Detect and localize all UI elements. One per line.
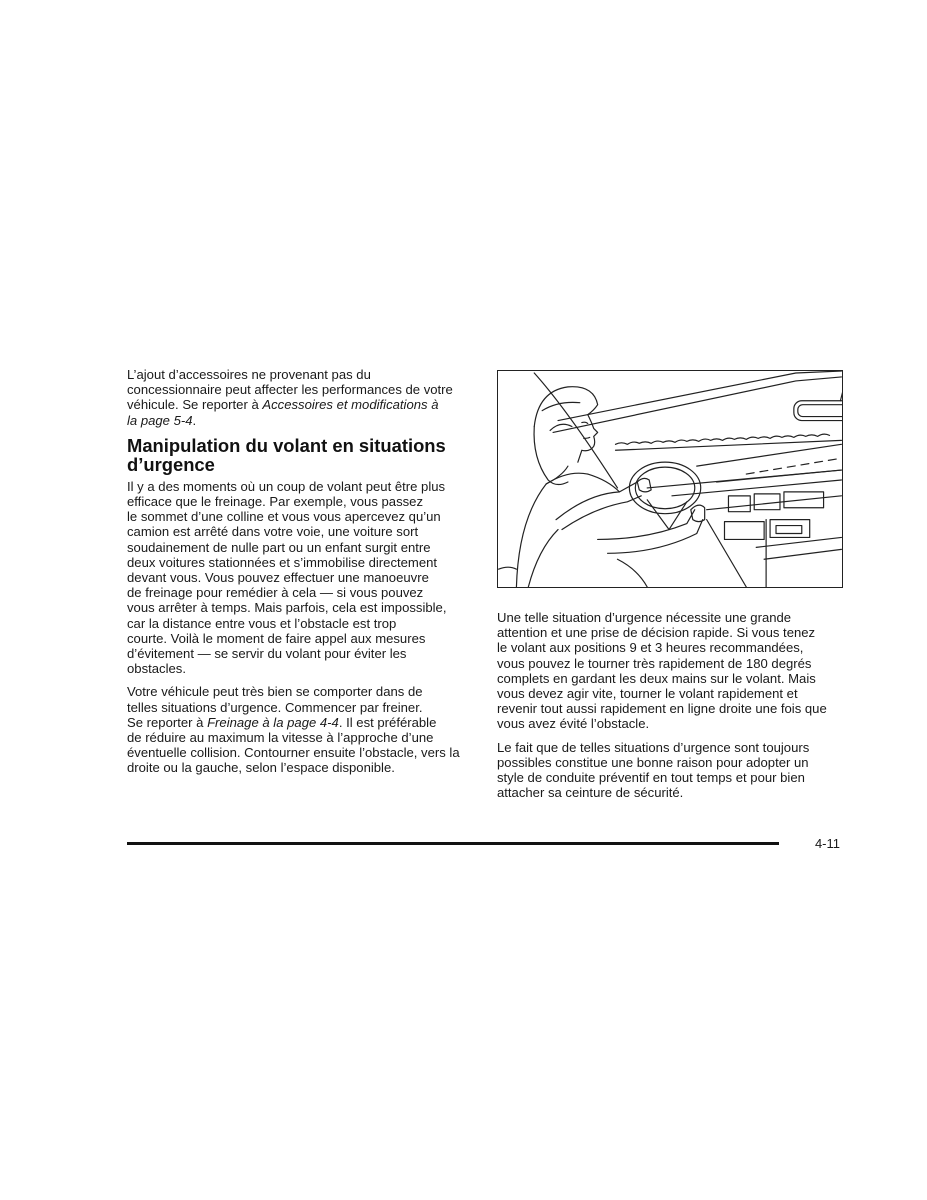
text-line: soudainement de nulle part ou un enfant surgit entre (127, 539, 431, 555)
driver-at-steering-wheel-icon (498, 371, 842, 587)
text-line: efficace que le freinage. Par exemple, vous passez (127, 494, 423, 510)
text-line: attacher sa ceinture de sécurité. (497, 785, 684, 801)
intro-paragraph (127, 367, 472, 428)
text-line: droite ou la gauche, selon l’espace disponible. (127, 760, 395, 776)
text-line: le sommet d’une colline et vous vous apercevez qu’un (127, 509, 441, 525)
body-paragraph-1 (127, 479, 472, 677)
text-run: véhicule. Se reporter à (127, 397, 263, 413)
heading-line: Manipulation du volant en situations (127, 434, 446, 456)
text-line: revenir tout aussi rapidement en ligne droite une fois que (497, 701, 827, 717)
text-line: courte. Voilà le moment de faire appel aux mesures (127, 630, 426, 646)
cross-reference-page: la page 5-4 (127, 412, 193, 428)
text-line: devant vous. Vous pouvez effectuer une manoeuvre (127, 570, 429, 586)
text-line: attention et une prise de décision rapide. Si vous tenez (497, 625, 816, 641)
text-line: Votre véhicule peut très bien se comporter dans de (127, 684, 423, 700)
text-line (127, 413, 472, 428)
text-line: style de conduite préventif en tout temps et pour bien (497, 770, 805, 786)
text-line: de réduire au maximum la vitesse à l’approche d’une (127, 730, 434, 746)
text-line: car la distance entre vous et l’obstacle est trop (127, 615, 397, 631)
text-line: possibles constitue une bonne raison pour adopter un (497, 754, 809, 770)
cross-reference-accessoires: Accessoires et modifications à (262, 397, 439, 413)
heading-line: d’urgence (127, 453, 215, 475)
text-line: telles situations d’urgence. Commencer par freiner. (127, 699, 423, 715)
text-line: vous devez agir vite, tourner le volant rapidement et (497, 686, 798, 702)
text-line: éventuelle collision. Contourner ensuite l’obstacle, vers la (127, 745, 460, 761)
text-line: complets en gardant les deux mains sur le volant. Mais (497, 670, 816, 686)
left-column (127, 367, 472, 784)
page-number: 4-11 (814, 836, 840, 851)
text-line: concessionnaire peut affecter les performances de votre (127, 382, 453, 398)
body-paragraph-2 (127, 684, 472, 775)
text-line: vous arrêter à temps. Mais parfois, cela est impossible, (127, 600, 447, 616)
text-run: Se reporter à (127, 714, 208, 730)
section-heading (127, 436, 472, 474)
text-line: Une telle situation d’urgence nécessite une grande (497, 610, 792, 625)
text-run: . Il est préférable (338, 714, 437, 730)
text-line: deux voitures stationnées et s’immobilise directement (127, 554, 438, 570)
text-line (127, 715, 472, 730)
text-line: obstacles. (127, 661, 186, 677)
text-line: vous avez évité l’obstacle. (497, 716, 650, 732)
text-line: d’évitement — se servir du volant pour éviter les (127, 646, 407, 662)
text-line: de freinage pour remédier à cela — si vous pouvez (127, 585, 424, 601)
text-line: L’ajout d’accessoires ne provenant pas du (127, 367, 371, 382)
driver-illustration (497, 370, 843, 588)
right-column (497, 610, 839, 808)
text-line: Il y a des moments où un coup de volant peut être plus (127, 478, 446, 494)
cross-reference-freinage: Freinage à la page 4-4 (207, 714, 339, 730)
footer-rule (127, 842, 779, 845)
text-run: . (192, 412, 197, 428)
text-line: Le fait que de telles situations d’urgence sont toujours (497, 739, 810, 755)
text-line: camion est arrêté dans votre voie, une voiture sort (127, 524, 419, 540)
body-paragraph-3 (497, 610, 839, 732)
body-paragraph-4 (497, 740, 839, 801)
text-line: le volant aux positions 9 et 3 heures recommandées, (497, 640, 804, 656)
text-line (127, 397, 472, 412)
text-line: vous pouvez le tourner très rapidement de 180 degrés (497, 655, 812, 671)
